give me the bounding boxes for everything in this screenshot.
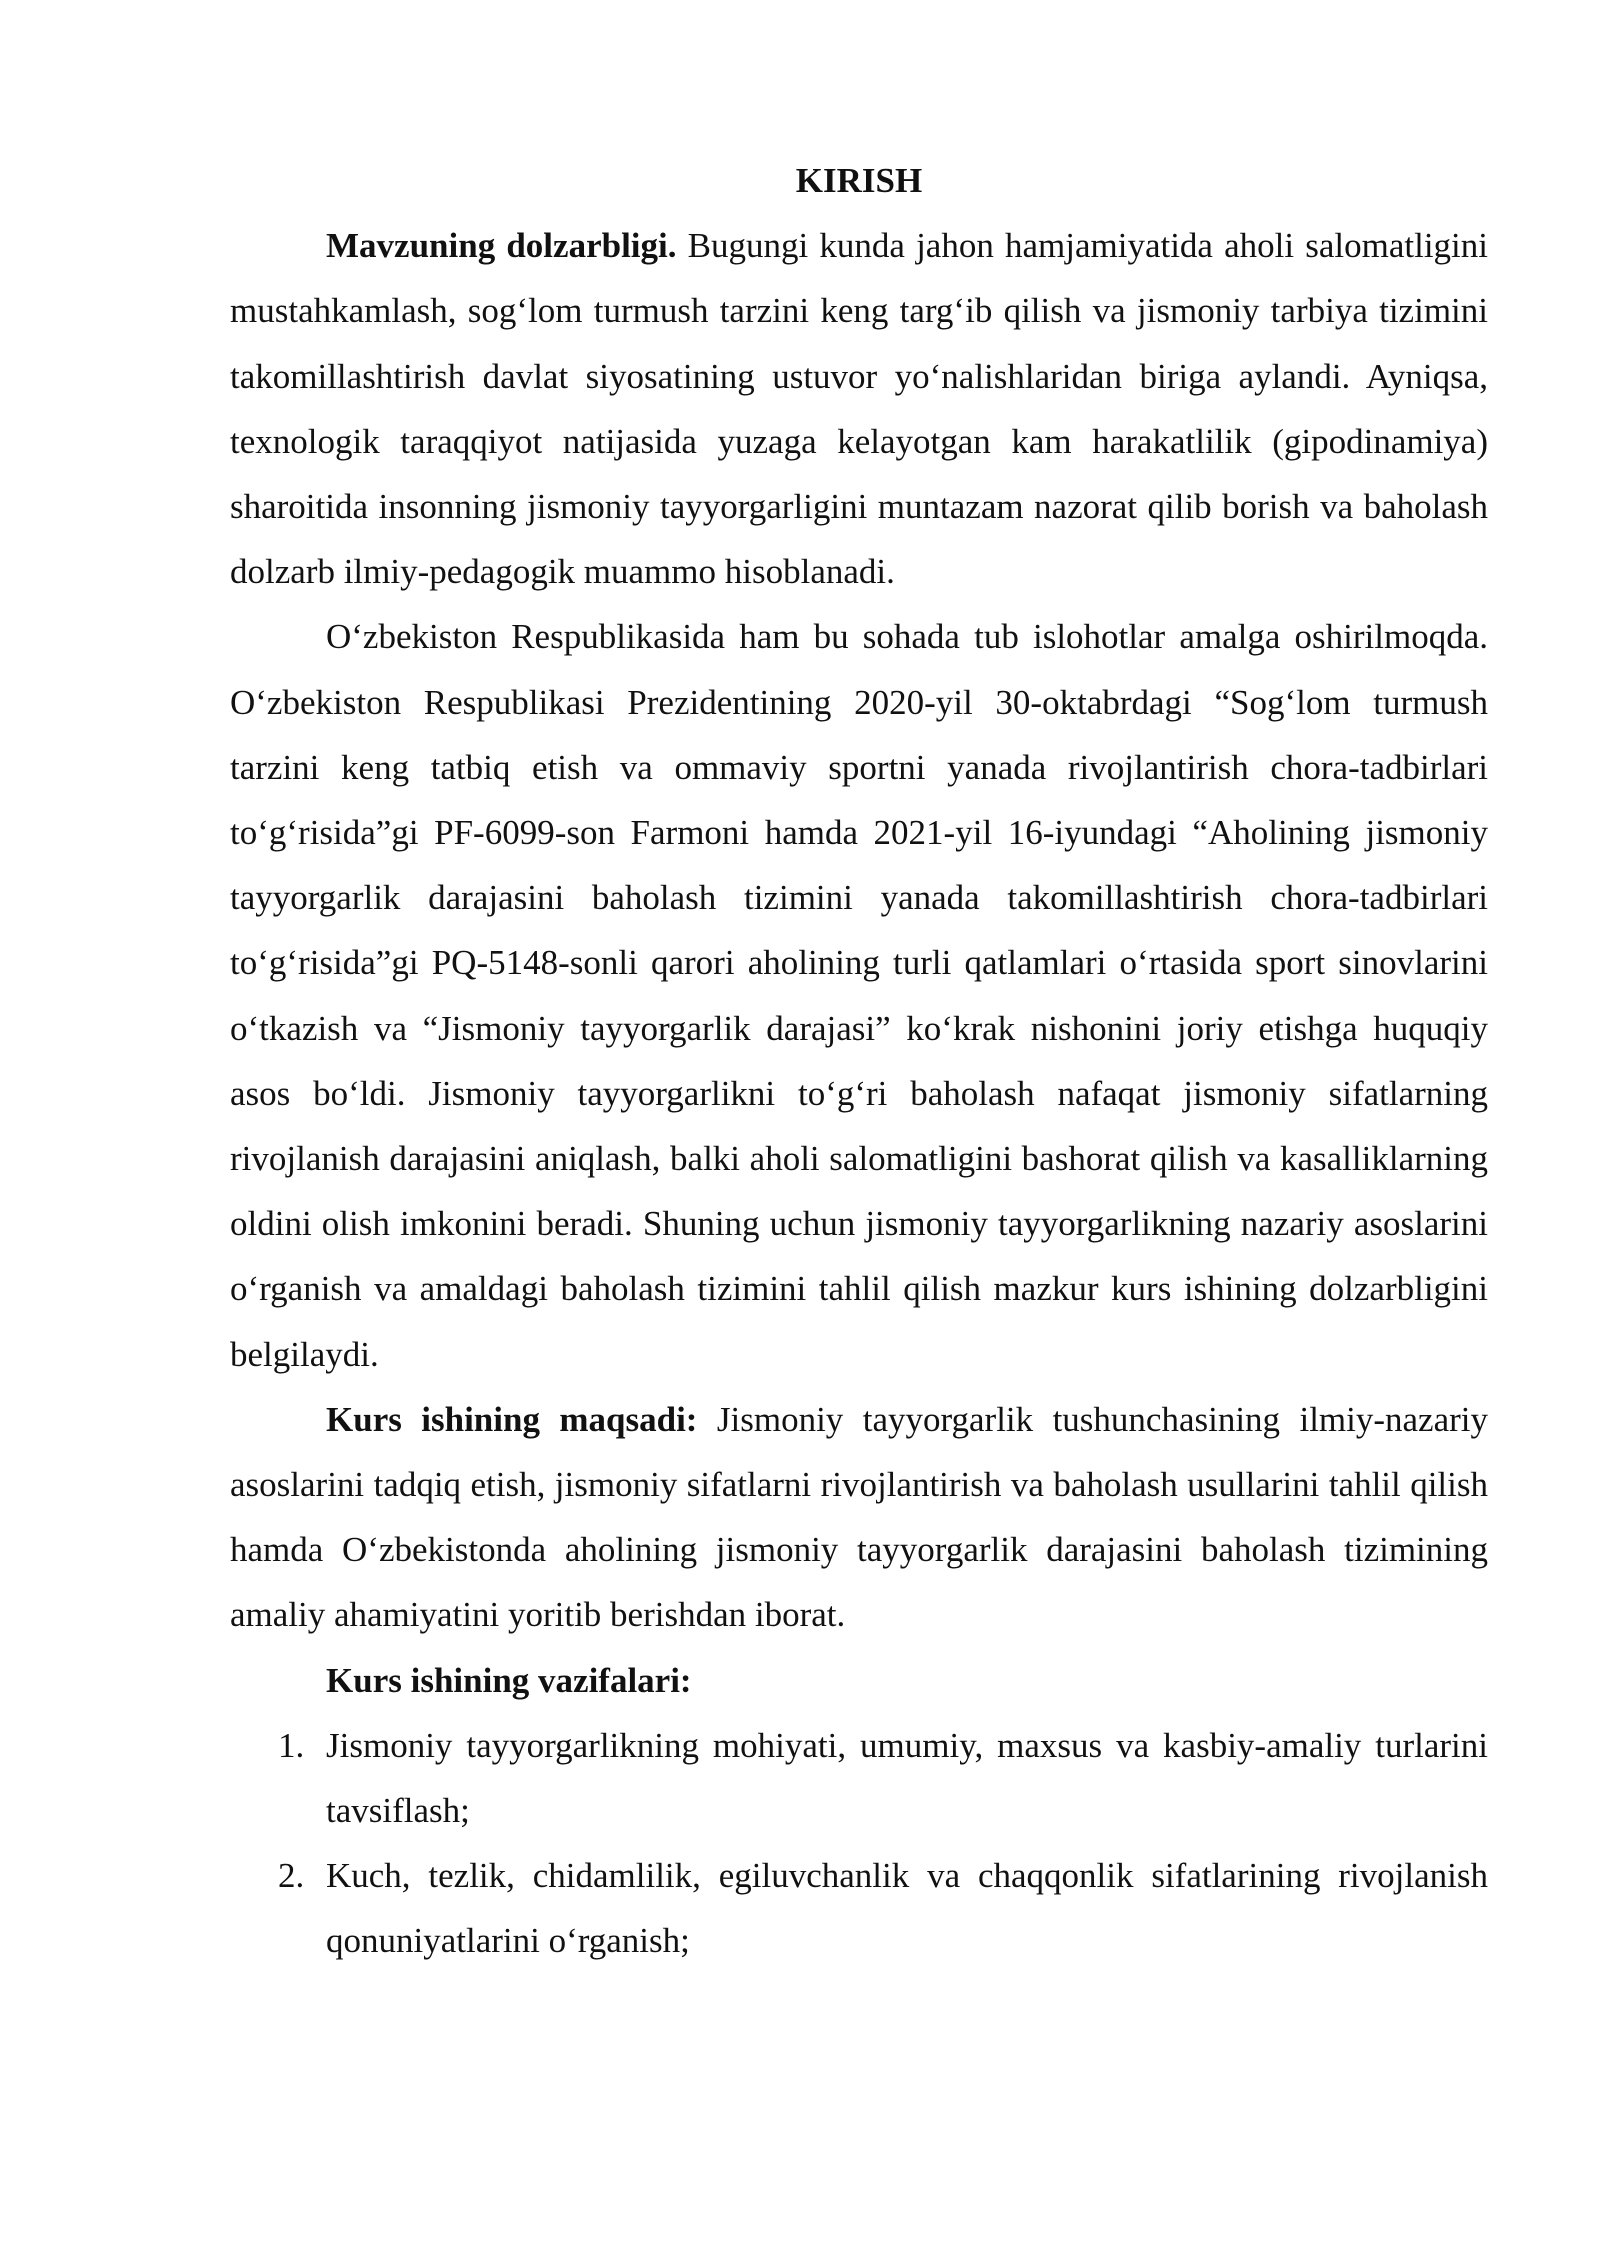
list-item — [230, 1713, 1488, 1843]
paragraph-goal — [230, 1387, 1488, 1648]
paragraph-text: Bugungi kunda jahon hamjamiyatida aholi salomatligini mustahkamlash, sog‘lom turmush tarzini keng targ‘ib qilish va jismoniy tarbiya tizimini takomillashtirish davlat siyosatining ustuvor yo‘nalishlaridan biriga aylandi. Ayniqsa, texnologik taraqqiyot natijasida yuzaga kelayotgan kam harakatlilik (gipodinamiya) sharoitida insonning jismoniy tayyorgarligini muntazam nazorat qilib borish va baholash dolzarb ilmiy-pedagogik muammo hisoblanadi. — [230, 226, 1489, 592]
paragraph-relevance — [230, 213, 1488, 604]
paragraph-legal-basis — [230, 604, 1488, 1386]
paragraph-text: O‘zbekiston Respublikasida ham bu sohada tub islohotlar amalga oshirilmoqda. O‘zbekiston Respublikasi Prezidentining 2020-yil 30-oktabrdagi “Sog‘lom turmush tarzini keng tatbiq etish va ommaviy sportni yanada rivojlantirish chora-tadbirlari to‘g‘risida”gi PF-6099-son Farmoni hamda 2021-yil 16-iyundagi “Aholining jismoniy tayyorgarlik darajasini baholash tizimini yanada takomillashtirish chora-tadbirlari to‘g‘risida”gi PQ-5148-sonli qarori aholining turli qatlamlari o‘rtasida sport sinovlarini o‘tkazish va “Jismoniy tayyorgarlik darajasi” ko‘krak nishonini joriy etishga huquqiy asos bo‘ldi. Jismoniy tayyorgarlikni to‘g‘ri baholash nafaqat jismoniy sifatlarning rivojlanish darajasini aniqlash, balki aholi salomatligini bashorat qilish va kasalliklarning oldini olish imkonini beradi. Shuning uchun jismoniy tayyorgarlikning nazariy asoslarini o‘rganish va amaldagi baholash tizimini tahlil qilish mazkur kurs ishining dolzarbligini belgilaydi. — [230, 617, 1488, 1374]
paragraph-text: Jismoniy tayyorgarlik tushunchasining ilmiy-nazariy asoslarini tadqiq etish, jismoniy sifatlarni rivojlantirish va baholash usullarini tahlil qilish hamda O‘zbekistonda aholining jismoniy tayyorgarlik darajasini baholash tizimining amaliy ahamiyatini yoritib berishdan iborat. — [230, 1399, 1488, 1635]
list-item — [230, 1843, 1488, 1973]
list-item-number: 2. — [278, 1856, 305, 1896]
tasks-heading: Kurs ishining vazifalari: — [326, 1660, 692, 1700]
paragraph-lead: Mavzuning dolzarbligi. — [326, 226, 677, 266]
list-item-text: Kuch, tezlik, chidamlilik, egiluvchanlik va chaqqonlik sifatlarining rivojlanish qonuniyatlarini o‘rganish; — [326, 1856, 1488, 1961]
section-title: KIRISH — [795, 161, 923, 200]
document-body — [230, 148, 1488, 1974]
list-item-number: 1. — [278, 1725, 305, 1765]
paragraph-lead: Kurs ishining maqsadi: — [326, 1399, 698, 1439]
tasks-list — [230, 1713, 1488, 1974]
list-item-text: Jismoniy tayyorgarlikning mohiyati, umumiy, maxsus va kasbiy-amaliy turlarini tavsiflash; — [326, 1725, 1488, 1831]
